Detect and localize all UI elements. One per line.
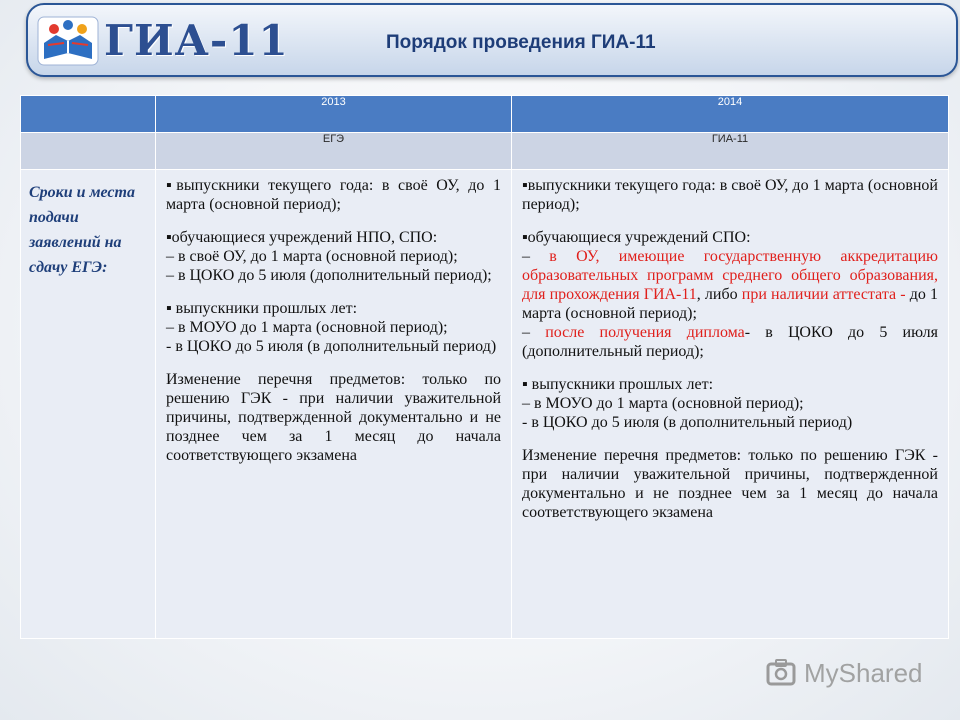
exam-header-row [21, 133, 949, 170]
spo-line2-2014 [522, 323, 938, 361]
past-graduates-head-2013: ▪ выпускники прошлых лет: [166, 300, 358, 317]
brand-title: ГИА-11 [104, 16, 289, 65]
exam-2014-header: ГИА-11 [512, 133, 949, 170]
dash: – [522, 248, 530, 265]
spo-line1-2014 [522, 247, 938, 323]
row-label: Сроки и места подачи заявлений на сдачу ЕГЭ: [21, 170, 156, 639]
cell-2014 [512, 170, 949, 639]
text-2014 [512, 170, 948, 522]
past-graduates-line1-2014: – в МОУО до 1 марта (основной период); [522, 395, 804, 412]
additional-period-text: - в ЦОКО до 5 июля (дополнительный период); [522, 324, 938, 360]
npo-spo-line2-2013: – в ЦОКО до 5 июля (дополнительный период); [166, 267, 492, 284]
comparison-table [20, 95, 949, 639]
header-banner [26, 3, 958, 77]
dash: – [522, 324, 530, 341]
accredited-ou-text: в ОУ, имеющие государственную аккредитацию образовательных программ среднего общего образования, для прохождения ГИА-11 [522, 248, 939, 303]
text-2013 [156, 170, 511, 465]
current-graduates-2013: ▪выпускники текущего года: в своё ОУ, до 1 марта (основной период); [166, 177, 501, 213]
past-graduates-line2-2014: - в ЦОКО до 5 июля (в дополнительный период) [522, 414, 853, 431]
cell-2013 [156, 170, 512, 639]
subject-change-2014: Изменение перечня предметов: только по решению ГЭК - при наличии уважительной причины, подтвержденной документально и не позднее чем за 1 месяц до начала соответствующего экзамена [522, 447, 938, 521]
subject-change-2013: Изменение перечня предметов: только по решению ГЭК - при наличии уважительной причины, подтвержденной документально и не позднее чем за 1 месяц до начала соответствующего экзамена [166, 371, 501, 464]
current-graduates-2014: ▪выпускники текущего года: в своё ОУ, до 1 марта (основной период); [522, 177, 938, 213]
myshared-logo-icon [766, 658, 800, 688]
exam-2013-header: ЕГЭ [156, 133, 512, 170]
past-graduates-line2-2013: - в ЦОКО до 5 июля (в дополнительный период) [166, 338, 497, 355]
page-title: Порядок проведения ГИА-11 [386, 32, 656, 53]
year-2013-header: 2013 [156, 96, 512, 133]
deadlines-row [21, 170, 949, 639]
watermark-text: MyShared [804, 658, 923, 688]
npo-spo-line1-2013: – в своё ОУ, до 1 марта (основной период); [166, 248, 458, 265]
past-graduates-line1-2013: – в МОУО до 1 марта (основной период); [166, 319, 448, 336]
empty-corner-cell [21, 96, 156, 133]
gia-logo-icon [36, 13, 100, 69]
main-period-text: до 1 марта (основной период); [522, 286, 939, 322]
certificate-text: при наличии аттестата - [741, 286, 906, 303]
empty-label-cell [21, 133, 156, 170]
npo-spo-head-2013: ▪обучающиеся учреждений НПО, СПО: [166, 229, 438, 246]
diploma-text: после получения диплома [545, 324, 745, 341]
year-2014-header: 2014 [512, 96, 949, 133]
either-text: , либо [696, 286, 738, 303]
spo-head-2014: ▪обучающиеся учреждений СПО: [522, 229, 751, 246]
year-header-row [21, 96, 949, 133]
past-graduates-head-2014: ▪ выпускники прошлых лет: [522, 376, 714, 393]
